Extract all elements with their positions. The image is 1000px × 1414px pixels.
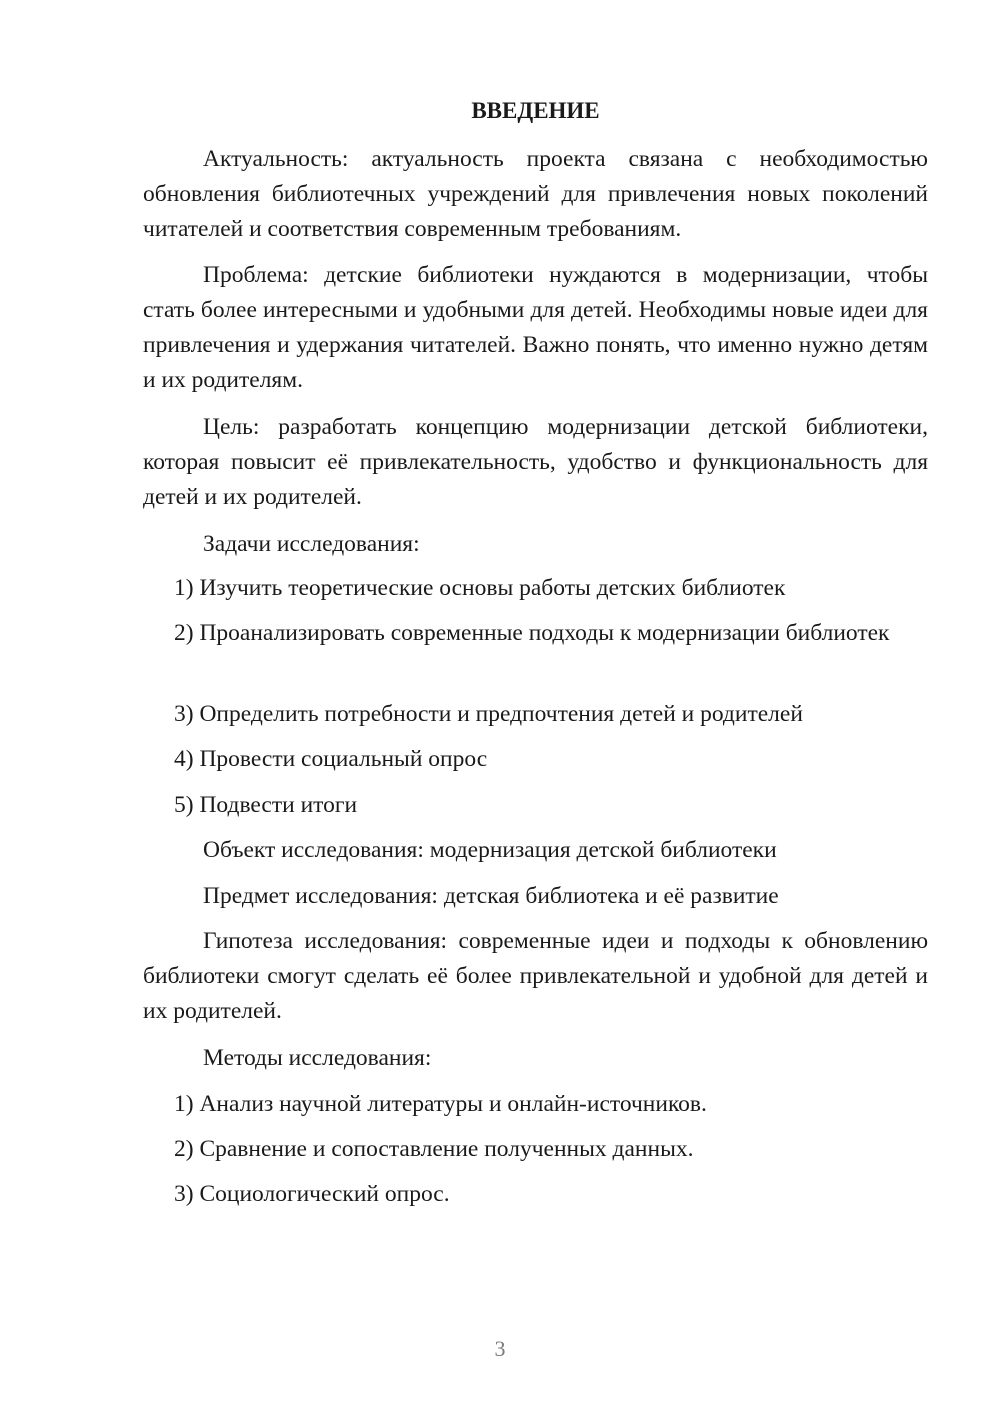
goal-paragraph: Цель: разработать концепцию модернизации детской библиотеки, которая повысит её привлекательность, удобство и функциональность для детей и их родителей. — [143, 414, 928, 510]
task-item: 1) Изучить теоретические основы работы детских библиотек — [174, 575, 786, 601]
method-item: 3) Социологический опрос. — [174, 1181, 450, 1207]
task-item: 5) Подвести итоги — [174, 792, 358, 818]
relevance-paragraph: Актуальность: актуальность проекта связана с необходимостью обновления библиотечных учреждений для привлечения новых поколений читателей и соответствия современным требованиям. — [143, 146, 928, 242]
tasks-heading: Задачи исследования: — [203, 531, 420, 557]
subject-paragraph: Предмет исследования: детская библиотека и её развитие — [203, 883, 779, 909]
page-number: 3 — [494, 1336, 506, 1361]
method-item: 2) Сравнение и сопоставление полученных данных. — [174, 1136, 694, 1162]
method-item: 1) Анализ научной литературы и онлайн-источников. — [174, 1091, 707, 1117]
object-paragraph: Объект исследования: модернизация детской библиотеки — [203, 837, 777, 863]
hypothesis-paragraph: Гипотеза исследования: современные идеи и подходы к обновлению библиотеки смогут сделать её более привлекательной и удобной для детей и их родителей. — [143, 928, 928, 1024]
page-title: ВВЕДЕНИЕ — [471, 98, 600, 123]
task-item: 3) Определить потребности и предпочтения детей и родителей — [174, 701, 803, 727]
methods-heading: Методы исследования: — [203, 1045, 432, 1071]
task-item: 4) Провести социальный опрос — [174, 746, 488, 772]
task-item: 2) Проанализировать современные подходы к модернизации библиотек — [174, 620, 890, 646]
problem-paragraph: Проблема: детские библиотеки нуждаются в модернизации, чтобы стать более интересными и удобными для детей. Необходимы новые идеи для привлечения и удержания читателей. Важно понять, что именно нужно детям и их родителям. — [143, 262, 928, 393]
